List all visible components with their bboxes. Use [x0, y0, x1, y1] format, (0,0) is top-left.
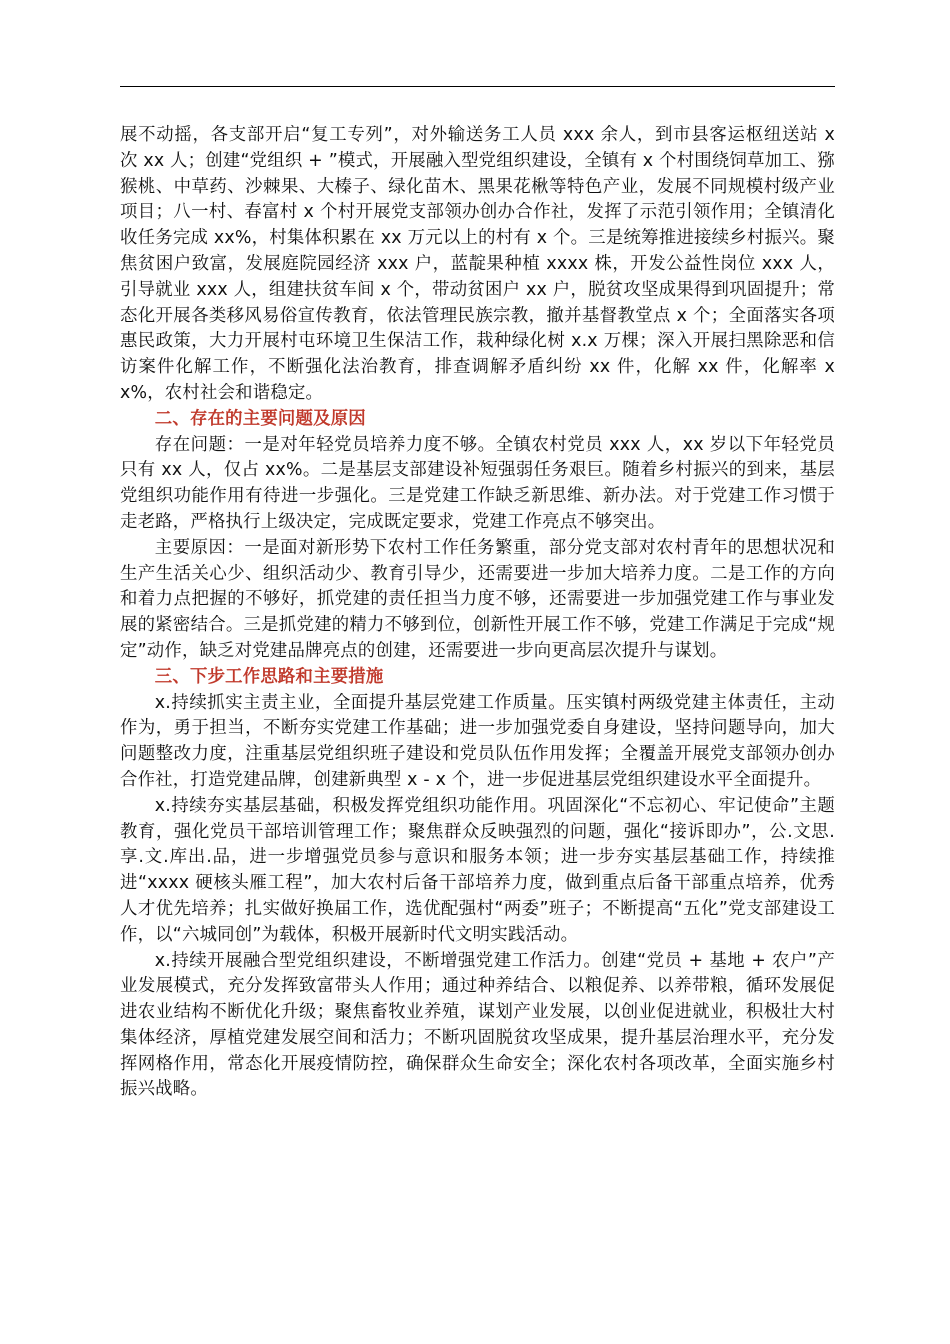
paragraph-problems: 存在问题：一是对年轻党员培养力度不够。全镇农村党员 xxx 人，xx 岁以下年轻党员只有 xx 人，仅占 xx%。二是基层支部建设补短强弱任务艰巨。随着乡村振兴的到来，基层党组织功能作用有待进一步强化。三是党建工作缺乏新思维、新办法。对于党建工作习惯于走老路，严格执行上级决定，完成既定要求，党建工作亮点不够突出。: [120, 434, 835, 532]
paragraph-measure-1: x.持续抓实主责主业，全面提升基层党建工作质量。压实镇村两级党建主体责任，主动作为，勇于担当，不断夯实党建工作基础；进一步加强党委自身建设，坚持问题导向，加大问题整改力度，注重基层党组织班子建设和党员队伍作用发挥；全覆盖开展党支部领办创办合作社，打造党建品牌，创建新典型 x - x 个，进一步促进基层党组织建设水平全面提升。: [120, 692, 835, 790]
section-heading-measures: 三、下步工作思路和主要措施: [154, 666, 384, 687]
paragraph-continuation: 展不动摇，各支部开启“复工专列”，对外输送务工人员 xxx 余人，到市县客运枢纽送站 x 次 xx 人；创建“党组织 + ”模式，开展融入型党组织建设，全镇有 x 个村围绕饲草加工、猕猴桃、中草药、沙棘果、大榛子、绿化苗木、黑果花楸等特色产业，发展不同规模村级产业项目；八一村、春富村 x 个村开展党支部领办创办合作社，发挥了示范引领作用；全镇清化收任务完成 xx%，村集体积累在 xx 万元以上的村有 x 个。三是统筹推进接续乡村振兴。聚焦贫困户致富，发展庭院园经济 xxx 户，蓝靛果种植 xxxx 株，开发公益性岗位 xxx 人，引导就业 xxx 人，组建扶贫车间 x 个，带动贫困户 xx 户，脱贫攻坚成果得到巩固提升；常态化开展各类移风易俗宣传教育，依法管理民族宗教，撤并基督教堂点 x 个；全面落实各项惠民政策，大力开展村屯环境卫生保洁工作，栽种绿化树 x.x 万棵；深入开展扫黑除恶和信访案件化解工作，不断强化法治教育，排查调解矛盾纠纷 xx 件，化解 xx 件，化解率 xx%，农村社会和谐稳定。: [120, 125, 835, 403]
paragraph-reasons: 主要原因：一是面对新形势下农村工作任务繁重，部分党支部对农村青年的思想状况和生产生活关心少、组织活动少、教育引导少，还需要进一步加大培养力度。二是工作的方向和着力点把握的不够好，抓党建的责任担当力度不够，还需要进一步加强党建工作与事业发展的紧密结合。三是抓党建的精力不够到位，创新性开展工作不够，党建工作满足于完成“规定”动作，缺乏对党建品牌亮点的创建，还需要进一步向更高层次提升与谋划。: [120, 537, 835, 661]
paragraph-measure-3: x.持续开展融合型党组织建设，不断增强党建工作活力。创建“党员 + 基地 + 农户”产业发展模式，充分发挥致富带头人作用；通过种养结合、以粮促养、以养带粮，循环发展促进农业结构不断优化升级；聚焦畜牧业养殖，谋划产业发展，以创业促进就业，积极壮大村集体经济，厚植党建发展空间和活力；不断巩固脱贫攻坚成果，提升基层治理水平，充分发挥网格作用，常态化开展疫情防控，确保群众生命安全；深化农村各项改革，全面实施乡村振兴战略。: [120, 950, 835, 1100]
document-body: [120, 123, 835, 1103]
header-rule: [120, 86, 835, 87]
paragraph-measure-2: x.持续夯实基层基础，积极发挥党组织功能作用。巩固深化“不忘初心、牢记使命”主题教育，强化党员干部培训管理工作；聚焦群众反映强烈的问题，强化“接诉即办”，公.文思.享.文.库出.品，进一步增强党员参与意识和服务本领；进一步夯实基层基础工作，持续推进“xxxx 硬核头雁工程”，加大农村后备干部培养力度，做到重点后备干部重点培养，优秀人才优先培养；扎实做好换届工作，选优配强村“两委”班子；不断提高“五化”党支部建设工作，以“六城同创”为载体，积极开展新时代文明实践活动。: [120, 795, 835, 945]
section-heading-problems: 二、存在的主要问题及原因: [154, 408, 366, 429]
